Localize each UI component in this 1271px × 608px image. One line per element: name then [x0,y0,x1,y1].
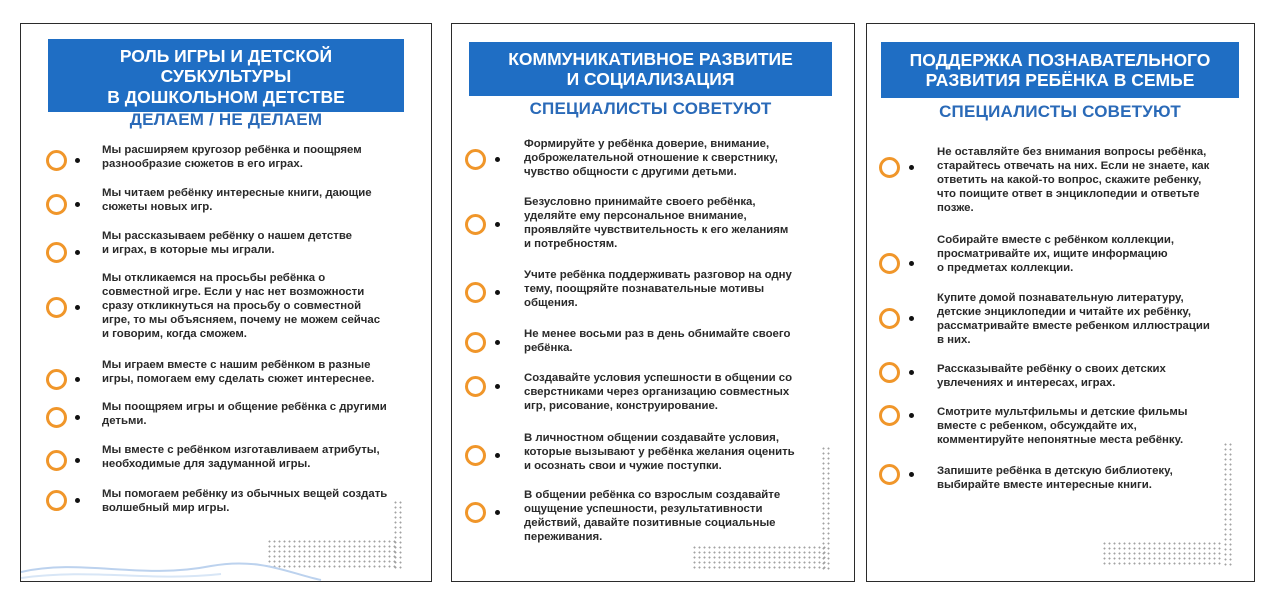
circle-marker-icon [46,450,67,471]
list-item-text: Смотрите мультфильмы и детские фильмы вместе с ребенком, обсуждайте их, комментируйте непонятные места ребёнку. [937,406,1188,446]
list-item-text: Безусловно принимайте своего ребёнка, уделяйте ему персональное внимание, проявляйте чувствительность к его желаниям и потребностям. [524,196,789,250]
list-item-text: Учите ребёнка поддерживать разговор на одну тему, поощряйте познавательные мотивы общения. [524,269,792,309]
bullet-icon [75,415,80,420]
circle-marker-icon [465,376,486,397]
card-3-title-banner [881,42,1239,98]
card-2-title-banner [469,42,832,96]
circle-marker-icon [46,369,67,390]
decorative-dot-grid [821,446,831,570]
circle-marker-icon [46,407,67,428]
decorative-dot-grid [1223,442,1233,566]
list-item-text: Рассказывайте ребёнку о своих детских увлечениях и интересах, играх. [937,363,1166,389]
card-3-title-line: ПОДДЕРЖКА ПОЗНАВАТЕЛЬНОГО [909,49,1211,70]
list-item-text: Купите домой познавательную литературу, детские энциклопедии и читайте их ребёнку, рассматривайте вместе ребенком иллюстрации в них. [937,292,1210,346]
decorative-dot-grid [692,545,827,570]
decorative-wave-icon [21,550,431,582]
list-item-text: В общении ребёнка со взрослым создавайте ощущение успешности, результативности действий, давайте позитивные социальные переживания. [524,489,781,543]
card-2-title-line: КОММУНИКАТИВНОЕ РАЗВИТИЕ [508,48,793,69]
circle-marker-icon [465,282,486,303]
list-item-text: Не оставляйте без внимания вопросы ребёнка, старайтесь отвечать на них. Если не знаете, как ответить на какой-то вопрос, скажите ребенку, что поищите ответ в энциклопедии и ответьте позже. [937,146,1210,214]
decorative-dot-grid [1102,541,1222,566]
bullet-icon [495,222,500,227]
card-1-title-banner [48,39,404,112]
bullet-icon [75,377,80,382]
list-item-text: Формируйте у ребёнка доверие, внимание, доброжелательной отношение к сверстнику, чувство общности с другими детьми. [524,138,778,178]
card-communicative-development [451,23,855,582]
list-item-text: Мы расширяем кругозор ребёнка и поощряем разнообразие сюжетов в его играх. [102,144,362,170]
list-item-text: Мы вместе с ребёнком изготавливаем атрибуты, необходимые для задуманной игры. [102,444,380,470]
bullet-icon [909,261,914,266]
bullet-icon [75,498,80,503]
bullet-icon [75,458,80,463]
card-3-subtitle: СПЕЦИАЛИСТЫ СОВЕТУЮТ [939,102,1181,121]
card-3-title-line: РАЗВИТИЯ РЕБЁНКА В СЕМЬЕ [925,70,1195,90]
circle-marker-icon [465,149,486,170]
bullet-icon [495,453,500,458]
circle-marker-icon [46,297,67,318]
card-cognitive-development [866,23,1255,582]
circle-marker-icon [879,253,900,274]
list-item-text: Мы откликаемся на просьбы ребёнка о совместной игре. Если у нас нет возможности сразу откликнуться на просьбу о совместной игре, то мы объясняем, почему не можем сейчас и говорим, когда сможем. [102,272,381,340]
list-item-text: В личностном общении создавайте условия, которые вызывают у ребёнка желания оценить и осознать свои и чужие поступки. [524,432,795,472]
list-item-text: Мы поощряем игры и общение ребёнка с другими детьми. [102,401,387,427]
bullet-icon [495,510,500,515]
circle-marker-icon [465,502,486,523]
card-1-title-line: РОЛЬ ИГРЫ И ДЕТСКОЙ [119,45,333,66]
bullet-icon [495,384,500,389]
bullet-icon [495,157,500,162]
circle-marker-icon [46,194,67,215]
list-item-text: Не менее восьми раз в день обнимайте своего ребёнка. [524,328,791,354]
circle-marker-icon [879,362,900,383]
list-item-text: Запишите ребёнка в детскую библиотеку, выбирайте вместе интересные книги. [937,465,1173,491]
list-item-text: Мы читаем ребёнку интересные книги, дающие сюжеты новых игр. [102,187,372,213]
card-1-subtitle: ДЕЛАЕМ / НЕ ДЕЛАЕМ [129,110,323,129]
bullet-icon [909,165,914,170]
bullet-icon [909,472,914,477]
bullet-icon [495,340,500,345]
list-item-text: Мы рассказываем ребёнку о нашем детстве и играх, в которые мы играли. [102,230,353,256]
circle-marker-icon [879,405,900,426]
card-role-of-play [20,23,432,582]
circle-marker-icon [879,308,900,329]
circle-marker-icon [46,242,67,263]
circle-marker-icon [46,150,67,171]
bullet-icon [909,370,914,375]
card-2-subtitle: СПЕЦИАЛИСТЫ СОВЕТУЮТ [529,99,772,118]
bullet-icon [75,305,80,310]
circle-marker-icon [465,214,486,235]
list-item-text: Создавайте условия успешности в общении со сверстниками через организацию совместных игр, рисование, конструирование. [524,372,793,412]
circle-marker-icon [46,490,67,511]
bullet-icon [75,202,80,207]
card-2-title-line: И СОЦИАЛИЗАЦИЯ [566,69,735,89]
circle-marker-icon [879,464,900,485]
bullet-icon [495,290,500,295]
bullet-icon [75,158,80,163]
list-item-text: Мы играем вместе с нашим ребёнком в разные игры, помогаем ему сделать сюжет интереснее. [102,359,375,385]
list-item-text: Собирайте вместе с ребёнком коллекции, просматривайте их, ищите информацию о предметах коллекции. [937,234,1175,274]
bullet-icon [909,316,914,321]
card-1-title-line: СУБКУЛЬТУРЫ [160,66,292,87]
card-1-title-line: В ДОШКОЛЬНОМ ДЕТСТВЕ [107,86,345,107]
circle-marker-icon [879,157,900,178]
circle-marker-icon [465,445,486,466]
list-item-text: Мы помогаем ребёнку из обычных вещей создать волшебный мир игры. [102,488,388,514]
circle-marker-icon [465,332,486,353]
bullet-icon [909,413,914,418]
bullet-icon [75,250,80,255]
